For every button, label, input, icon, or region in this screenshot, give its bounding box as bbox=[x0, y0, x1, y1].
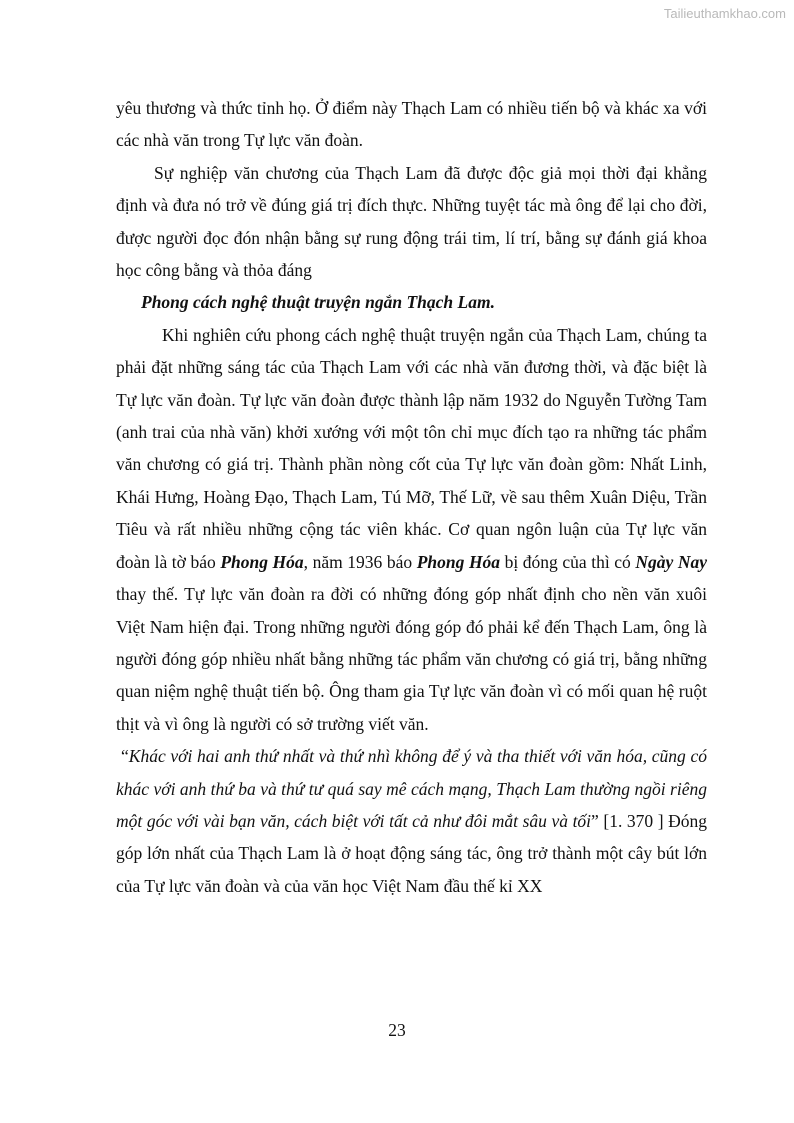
newspaper-title-phong-hoa-2: Phong Hóa bbox=[416, 551, 501, 572]
paragraph-3 bbox=[116, 319, 707, 740]
paragraph-4-quote bbox=[116, 740, 707, 902]
paragraph-1: yêu thương và thức tỉnh họ. Ở điểm này Thạch Lam có nhiều tiến bộ và khác xa với các nhà văn trong Tự lực văn đoàn. bbox=[116, 98, 707, 151]
citation-and-text: ” [1. 370 ] Đóng góp lớn nhất của Thạch Lam là ở hoạt động sáng tác, ông trở thành một cây bút lớn của Tự lực văn đoàn và của văn học Việt Nam đầu thế kỉ XX bbox=[116, 810, 708, 896]
section-heading: Phong cách nghệ thuật truyện ngắn Thạch Lam. bbox=[141, 292, 495, 313]
p3-text-4: thay thế. Tự lực văn đoàn ra đời có những đóng góp nhất định cho nền văn xuôi Việt Nam hiện đại. Trong những người đóng góp đó phải kể đến Thạch Lam, ông là người đóng góp nhiều nhất bằng những tác phẩm văn chương có giá trị, bằng những quan niệm nghệ thuật tiến bộ. Ông tham gia Tự lực văn đoàn vì có mối quan hệ ruột thịt và vì ông là người có sở trường viết văn. bbox=[116, 584, 707, 734]
p3-text-3: bị đóng của thì có bbox=[500, 551, 636, 572]
open-quote-mark: “ bbox=[121, 746, 129, 767]
quoted-text: Khác với hai anh thứ nhất và thứ nhì không để ý và tha thiết với văn hóa, cũng có khác với anh thứ ba và thứ tư quá say mê cách mạng, Thạch Lam thường ngồi riêng một góc với vài bạn văn, cách biệt với tất cả như đôi mắt sâu và tối bbox=[116, 746, 707, 831]
watermark-text: Tailieuthamkhao.com bbox=[663, 6, 786, 21]
p3-text-1: Khi nghiên cứu phong cách nghệ thuật truyện ngắn của Thạch Lam, chúng ta phải đặt những sáng tác của Thạch Lam với các nhà văn đương thời, và đặc biệt là Tự lực văn đoàn. Tự lực văn đoàn được thành lập năm 1932 do Nguyễn Tường Tam (anh trai của nhà văn) khởi xướng với một tôn chỉ mục đích tạo ra những tác phẩm văn chương có giá trị. Thành phần nòng cốt của Tự lực văn đoàn gồm: Nhất Linh, Khái Hưng, Hoàng Đạo, Thạch Lam, Tú Mỡ, Thế Lữ, về sau thêm Xuân Diệu, Trần Tiêu và rất nhiều những cộng tác viên khác. Cơ quan ngôn luận của Tự lực văn đoàn là tờ báo bbox=[116, 324, 707, 572]
p3-text-2: , năm 1936 báo bbox=[303, 551, 417, 572]
paragraph-2: Sự nghiệp văn chương của Thạch Lam đã được độc giả mọi thời đại khẳng định và đưa nó trở về đúng giá trị đích thực. Những tuyệt tác mà ông để lại cho đời, được người đọc đón nhận bằng sự rung động trái tim, lí trí, bằng sự đánh giá khoa học công bằng và thỏa đáng bbox=[116, 162, 707, 281]
document-body bbox=[116, 92, 707, 902]
newspaper-title-ngay-nay: Ngày Nay bbox=[635, 551, 708, 572]
newspaper-title-phong-hoa: Phong Hóa bbox=[220, 551, 304, 572]
page-number: 23 bbox=[388, 1020, 406, 1040]
